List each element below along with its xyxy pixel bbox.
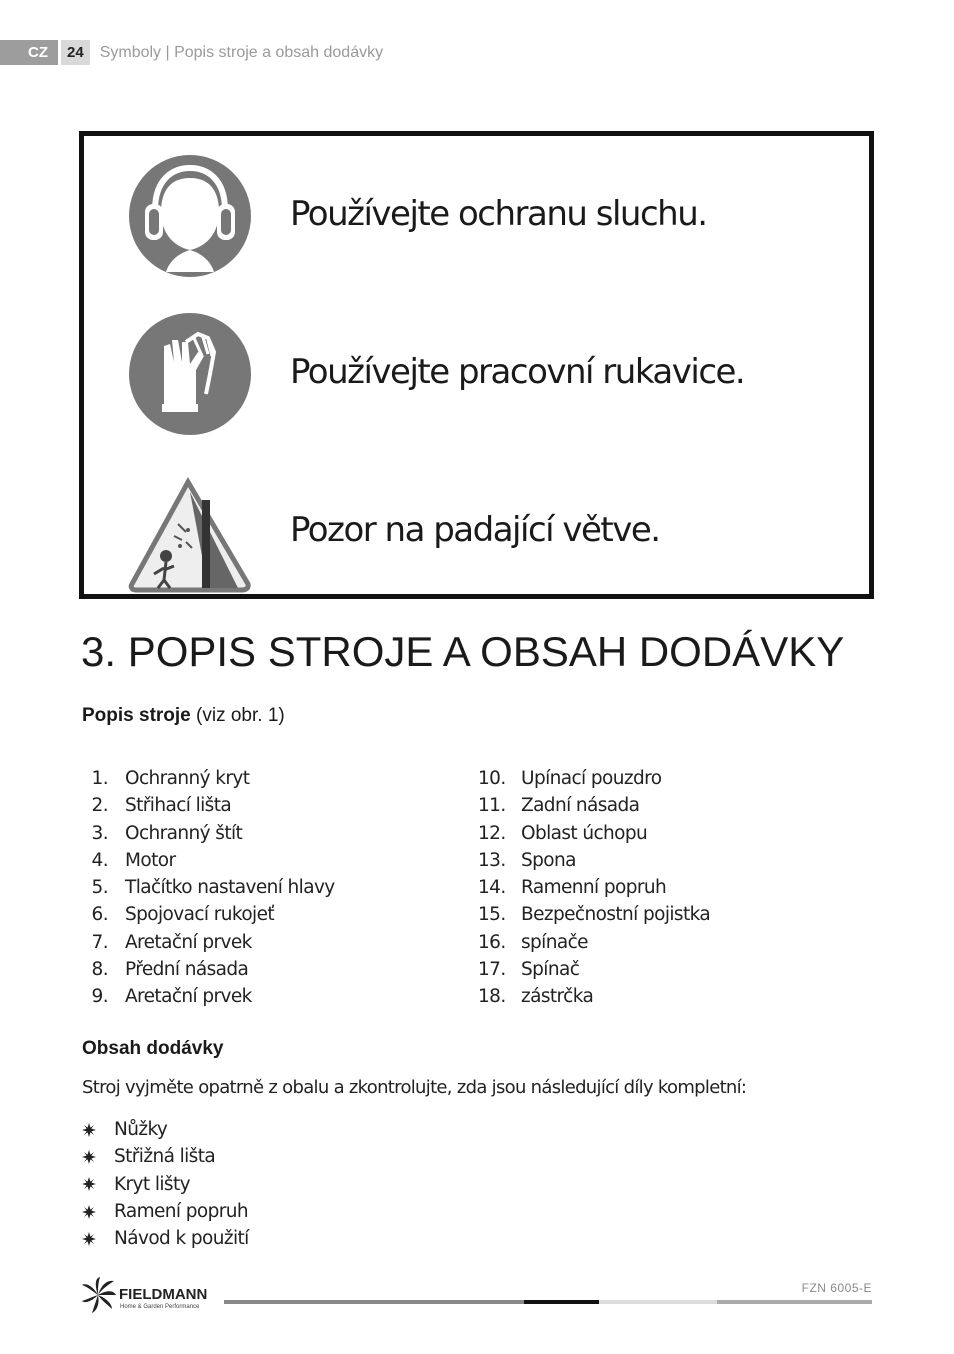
falling-branches-warning-icon: [128, 470, 252, 594]
parts-heading-note: (viz obr. 1): [190, 705, 285, 726]
footer-line-segment-4: [717, 1300, 872, 1304]
contents-intro: Stroj vyjměte opatrně z obalu a zkontrolujte, zda jsou následující díly kompletní:: [82, 1077, 747, 1098]
list-item: 18. zástrčka: [478, 986, 594, 1008]
bullet-flower-icon: [82, 1177, 96, 1191]
brand-name: FIELDMANN: [119, 1286, 208, 1303]
list-item: 6. Spojovací rukojeť: [91, 904, 275, 926]
fieldmann-logo: [82, 1277, 227, 1313]
bullet-flower-icon: [82, 1232, 96, 1246]
list-item: Kryt lišty: [82, 1171, 249, 1198]
safety-symbols-box: [79, 131, 874, 599]
language-badge: CZ: [0, 40, 58, 65]
list-item: 2. Střihací lišta: [91, 795, 232, 817]
symbol-text-branches: Pozor na padající větve.: [290, 510, 660, 550]
list-item: Návod k použití: [82, 1225, 249, 1252]
list-item: 1. Ochranný kryt: [91, 768, 250, 789]
list-item: Nůžky: [82, 1116, 249, 1143]
list-item: 16. spínače: [478, 931, 588, 953]
list-item: Ramení popruh: [82, 1198, 249, 1225]
symbol-row-branches: [84, 460, 869, 600]
parts-heading: [82, 705, 285, 727]
symbol-text-gloves: Používejte pracovní rukavice.: [290, 352, 745, 392]
symbol-text-hearing: Používejte ochranu sluchu.: [290, 194, 707, 234]
ear-protection-icon: [128, 154, 252, 278]
page-header: [0, 40, 383, 65]
list-item: 13. Spona: [478, 849, 576, 871]
list-item: 8. Přední násada: [91, 959, 249, 981]
list-item: 10. Upínací pouzdro: [478, 768, 662, 789]
bullet-flower-icon: [82, 1205, 96, 1219]
list-item: 3. Ochranný štít: [91, 822, 243, 844]
parts-heading-bold: Popis stroje: [82, 705, 191, 726]
list-item: 7. Aretační prvek: [91, 931, 252, 953]
contents-heading: Obsah dodávky: [82, 1038, 224, 1059]
bullet-flower-icon: [82, 1150, 96, 1164]
parts-list-right: [478, 765, 710, 1011]
footer-line-segment-1: [224, 1300, 524, 1304]
footer-line-segment-3: [599, 1300, 717, 1304]
list-item: 15. Bezpečnostní pojistka: [478, 904, 711, 926]
parts-list-left: [82, 765, 335, 1011]
list-item: 14. Ramenní popruh: [478, 877, 667, 899]
list-item: 9. Aretační prvek: [91, 986, 252, 1008]
list-item: 11. Zadní násada: [478, 795, 640, 817]
work-gloves-icon: [128, 312, 252, 436]
page-number: 24: [61, 40, 90, 65]
section-title: 3. POPIS STROJE A OBSAH DODÁVKY: [81, 628, 845, 675]
list-item: 4. Motor: [91, 849, 176, 871]
list-item: 5. Tlačítko nastavení hlavy: [91, 877, 335, 899]
footer-line-segment-2: [524, 1300, 599, 1304]
contents-list: [82, 1116, 249, 1252]
list-item: 12. Oblast úchopu: [478, 822, 648, 844]
list-item: 17. Spínač: [478, 959, 580, 981]
bullet-flower-icon: [82, 1123, 96, 1137]
symbol-row-gloves: [84, 302, 869, 442]
breadcrumb: Symboly | Popis stroje a obsah dodávky: [99, 43, 384, 61]
list-item: Střižná lišta: [82, 1143, 249, 1170]
symbol-row-hearing: [84, 144, 869, 284]
model-number: FZN 6005-E: [801, 1281, 872, 1295]
brand-tagline: Home & Garden Performance: [120, 1304, 200, 1310]
fan-logo-icon: [82, 1277, 116, 1313]
